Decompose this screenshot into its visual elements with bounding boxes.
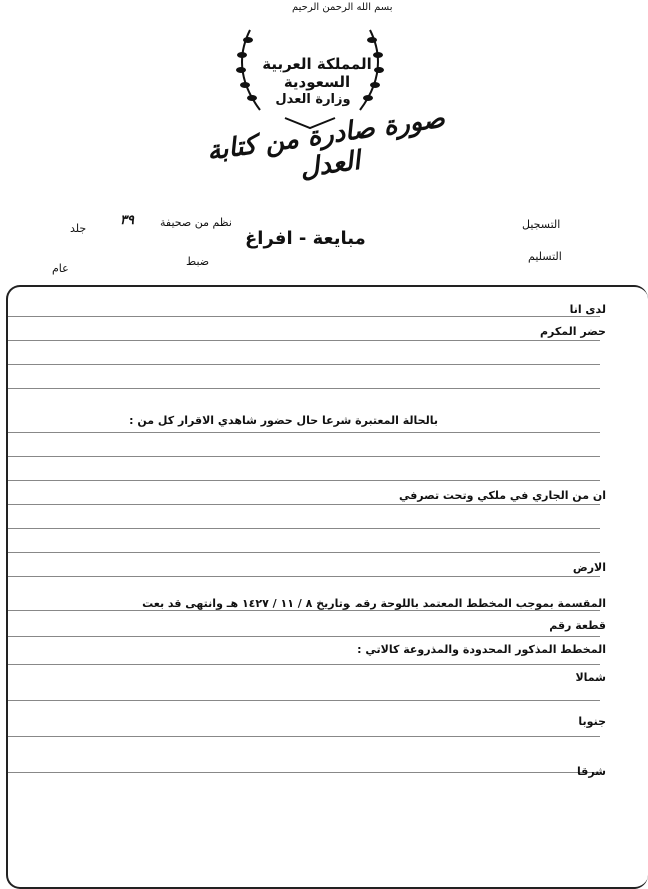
- ruled-line: [8, 388, 600, 389]
- body-line-11: [567, 558, 606, 577]
- ruled-line: [8, 316, 600, 317]
- line-label: قطعة رقم: [549, 619, 606, 632]
- ministry-name: وزارة العدل: [275, 92, 351, 107]
- registered-at-label: نظم من صحيفة: [160, 216, 232, 229]
- ruled-line: [8, 364, 600, 365]
- volume-label: جلد: [70, 222, 87, 235]
- ruled-line: [8, 636, 600, 637]
- line-label: المخطط المذكور المحدودة والمذروعة كالاتي :: [357, 643, 606, 656]
- ruled-line: [8, 552, 600, 553]
- body-line-14: [543, 616, 606, 635]
- line-label: شمالا: [575, 671, 606, 684]
- line-label: ان من الجاري في ملكي وتحت تصرفي: [398, 489, 606, 502]
- delivery-date-label: التسليم: [528, 250, 562, 263]
- ruled-line: [8, 528, 600, 529]
- year-label: عام: [52, 262, 69, 275]
- emblem-title: المملكة العربية السعودية: [262, 55, 372, 91]
- ruled-line: [8, 340, 600, 341]
- document-body-frame: [6, 285, 648, 889]
- registration-date-label: التسجيل: [522, 218, 561, 231]
- ruled-line: [8, 736, 600, 737]
- body-line-15: [351, 640, 606, 659]
- basmala-text: بسم الله الرحمن الرحيم: [292, 2, 393, 13]
- body-line-13: [142, 594, 606, 613]
- ruled-line: [8, 432, 600, 433]
- body-line-east: [571, 762, 606, 781]
- ruled-line: [8, 576, 600, 577]
- body-line-8: [393, 486, 606, 505]
- line-label: جنوبا: [578, 715, 606, 728]
- ruled-line: [8, 664, 600, 665]
- body-line-north: [569, 668, 606, 687]
- registered-at-value: ٣٩: [120, 213, 134, 228]
- ruled-line: [8, 772, 600, 773]
- ruled-line: [8, 456, 600, 457]
- control-label: ضبط: [186, 255, 210, 268]
- line-label: الارض: [572, 561, 606, 574]
- line-value: وتاريخ ٨ / ١١ / ١٤٢٧ هـ وانتهى قد بعت: [142, 597, 350, 610]
- body-line-2: [534, 322, 606, 341]
- line-label: لدى انا: [569, 303, 606, 316]
- notary-banner: صورة صادرة من كتابة العدل: [205, 103, 447, 184]
- body-line-south: [572, 712, 606, 731]
- line-label: شرقا: [577, 765, 606, 778]
- witnesses-intro: بالحالة المعتبرة شرعا حال حضور شاهدي الاقرار كل من :: [129, 414, 438, 427]
- body-line-1: [564, 300, 606, 319]
- form-title: مبايعة - افراغ: [245, 228, 366, 249]
- line-label: حضر المكرم: [539, 325, 606, 338]
- ruled-line: [8, 700, 600, 701]
- line-label: المقسمة بموجب المخطط المعتمد باللوحة رقم: [355, 597, 606, 610]
- ruled-line: [8, 480, 600, 481]
